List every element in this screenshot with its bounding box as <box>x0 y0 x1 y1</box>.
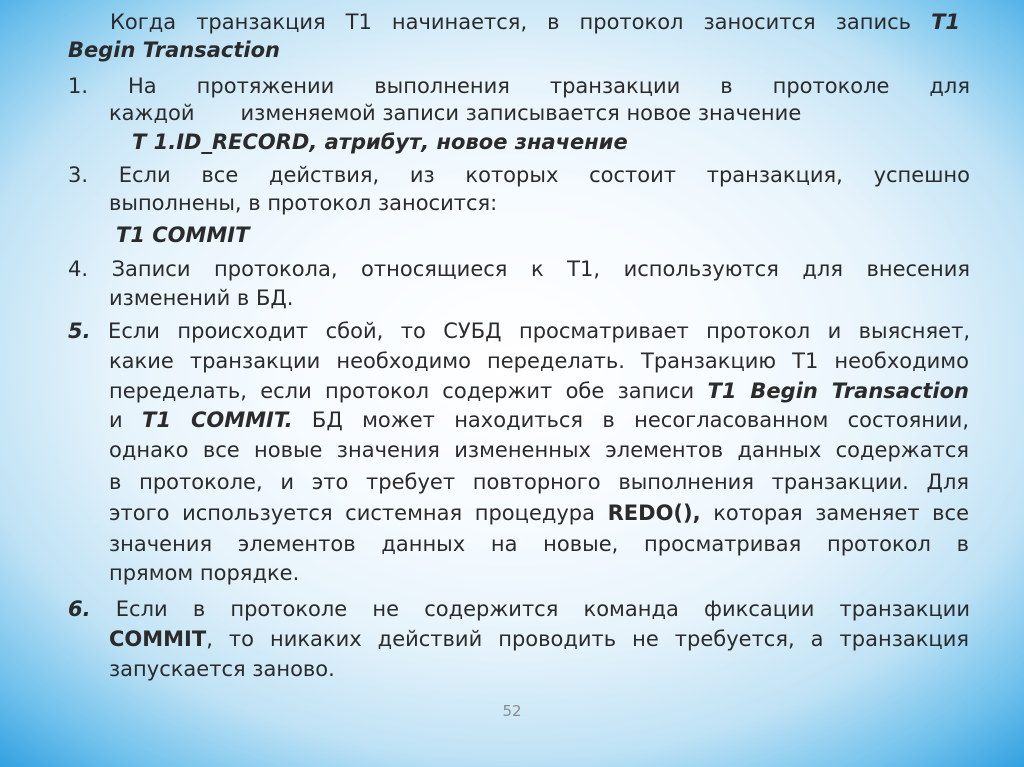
item5-text-6: в протоколе, и это требует повторного выполнения транзакции. Для <box>109 470 969 494</box>
item5-text-9: прямом порядке. <box>109 561 300 585</box>
item3-number: 3. <box>68 163 89 187</box>
item1-line2 <box>109 98 969 128</box>
item4-text-2: изменений в БД. <box>109 286 294 310</box>
item5-text-7b: которая заменяет все <box>713 501 969 525</box>
item6-line1 <box>68 594 970 624</box>
item3-code-line <box>116 220 816 250</box>
item6-number: 6. <box>68 597 91 621</box>
item1-text-b: протяжении выполнения транзакции в протоколе для <box>196 74 970 98</box>
item5-line7 <box>109 498 969 528</box>
item3-text-1: Если все действия, из которых состоит транзакция, успешно <box>118 163 970 187</box>
intro-code-t1: T1 <box>931 10 960 34</box>
item1-code-line <box>132 127 952 157</box>
item5-code-commit: T1 COMMIT. <box>142 408 293 432</box>
item5-line9 <box>109 558 969 588</box>
item5-line2 <box>109 346 969 376</box>
item5-text-3: переделать, если протокол содержит обе записи <box>109 379 695 403</box>
item3-text-2: выполнены, в протокол заносится: <box>109 191 498 215</box>
item4-line1 <box>68 254 970 284</box>
item1-text-a: На <box>128 74 157 98</box>
item5-text-2: какие транзакции необходимо переделать. Транзакцию Т1 необходимо <box>109 349 969 373</box>
item5-line6 <box>109 467 969 497</box>
item3-line2 <box>109 188 969 218</box>
item4-text-1: Записи протокола, относящиеся к Т1, используются для внесения <box>111 257 970 281</box>
item1-text-d: изменяемой записи записывается новое значение <box>240 101 802 125</box>
item4-line2 <box>109 283 969 313</box>
item5-number: 5. <box>68 319 91 343</box>
intro-line <box>110 7 960 37</box>
item5-line4 <box>109 405 969 435</box>
item5-text-5: однако все новые значения измененных элементов данных содержатся <box>109 438 969 462</box>
item1-text-c: каждой <box>109 101 195 125</box>
item5-text-7: этого используется системная процедура <box>109 501 596 525</box>
item5-text-8: значения элементов данных на новые, просматривая протокол в <box>109 532 969 556</box>
item3-line1 <box>68 160 970 190</box>
item6-line2 <box>109 624 969 654</box>
item6-code-commit: COMMIT <box>109 627 207 651</box>
item1-line1 <box>68 71 970 101</box>
item5-text-4: БД может находиться в несогласованном состоянии, <box>311 408 969 432</box>
item5-line1 <box>68 316 970 346</box>
item5-and: и <box>109 408 123 432</box>
item5-line8 <box>109 529 969 559</box>
intro-code-begin: Begin Transaction <box>68 38 280 62</box>
intro-code-line <box>68 35 970 65</box>
item3-code: T1 COMMIT <box>116 223 250 247</box>
page-number: 52 <box>502 702 522 720</box>
intro-text: Когда транзакция Т1 начинается, в протокол заносится запись <box>110 10 912 34</box>
item6-text-3: запускается заново. <box>109 657 335 681</box>
item6-text-2: , то никаких действий проводить не требуется, а транзакция <box>206 627 969 651</box>
item5-text-1: Если происходит сбой, то СУБД просматривает протокол и выясняет, <box>108 319 970 343</box>
item5-line3 <box>109 376 969 406</box>
item6-line3 <box>109 654 969 684</box>
item5-code-redo: REDO(), <box>607 501 701 525</box>
item5-line5 <box>109 435 969 465</box>
item5-code-begin: T1 Begin Transaction <box>707 379 969 403</box>
item4-number: 4. <box>68 257 89 281</box>
item6-text-1: Если в протоколе не содержится команда фиксации транзакции <box>115 597 970 621</box>
item1-number: 1. <box>68 74 89 98</box>
item1-code: T 1.ID_RECORD, атрибут, новое значение <box>132 130 628 154</box>
